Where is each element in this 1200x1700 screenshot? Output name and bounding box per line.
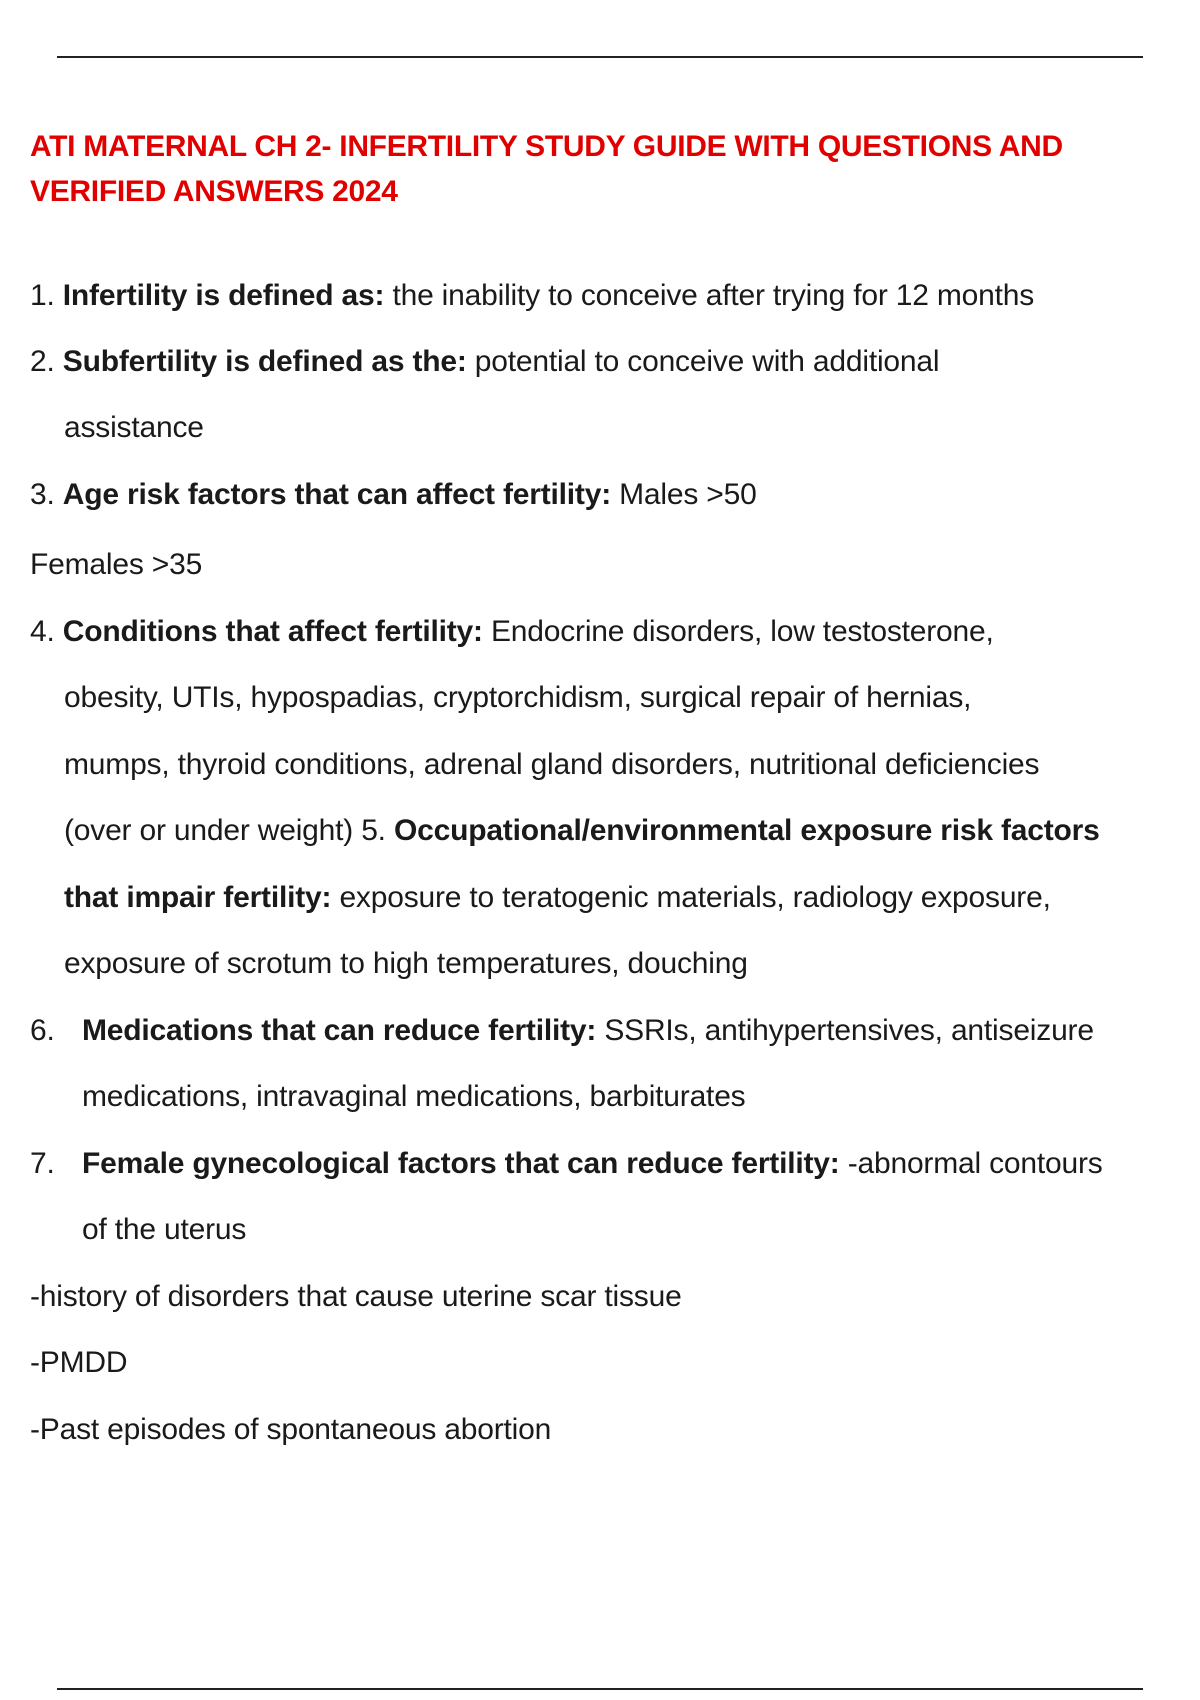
top-divider — [57, 56, 1143, 58]
item-question: Female gynecological factors that can reduce fertility: — [82, 1147, 840, 1180]
list-item-4 — [30, 612, 994, 652]
item-answer: -abnormal contours — [839, 1147, 1103, 1180]
list-item-1 — [30, 276, 1034, 316]
item-answer: Endocrine disorders, low testosterone, — [482, 615, 994, 648]
list-item-6 — [30, 1011, 1094, 1051]
item-answer: Males >50 — [610, 478, 757, 511]
item-question: Subfertility is defined as the: — [62, 345, 467, 378]
item-2-continuation: assistance — [64, 411, 204, 444]
item-question: that impair fertility: — [64, 881, 332, 914]
item-4-continuation — [64, 811, 1100, 851]
item-number: 6. — [30, 1014, 55, 1047]
bottom-divider — [57, 1688, 1143, 1690]
list-item-5 — [64, 878, 1051, 918]
item-4-continuation: obesity, UTIs, hypospadias, cryptorchidism, surgical repair of hernias, — [64, 681, 972, 714]
item-answer: SSRIs, antihypertensives, antiseizure — [596, 1014, 1094, 1047]
list-item-3 — [30, 475, 757, 515]
item-answer: exposure to teratogenic materials, radiology exposure, — [331, 881, 1051, 914]
item-7-continuation: -history of disorders that cause uterine scar tissue — [30, 1280, 682, 1313]
item-6-continuation: medications, intravaginal medications, barbiturates — [82, 1080, 746, 1113]
item-7-continuation: -Past episodes of spontaneous abortion — [30, 1413, 552, 1446]
item-question: Infertility is defined as: — [62, 279, 385, 312]
item-question: Occupational/environmental exposure risk factors — [393, 814, 1100, 847]
item-7-continuation: -PMDD — [30, 1346, 128, 1379]
item-number: 1. — [30, 279, 55, 312]
list-item-7 — [30, 1144, 1103, 1184]
item-3-continuation: Females >35 — [30, 548, 203, 581]
document-title: ATI MATERNAL CH 2- INFERTILITY STUDY GUIDE WITH QUESTIONS AND VERIFIED ANSWERS 2024 — [30, 130, 1063, 208]
list-item-2 — [30, 342, 939, 382]
item-7-continuation: of the uterus — [82, 1213, 247, 1246]
item-number: 4. — [30, 615, 55, 648]
item-number: 2. — [30, 345, 55, 378]
item-number: 3. — [30, 478, 55, 511]
item-5-continuation: exposure of scrotum to high temperatures, douching — [64, 947, 748, 980]
item-question: Age risk factors that can affect fertility: — [62, 478, 611, 511]
item-answer: potential to conceive with additional — [466, 345, 940, 378]
item-question: Conditions that affect fertility: — [62, 615, 483, 648]
item-answer: (over or under weight) 5. — [64, 814, 394, 847]
item-question: Medications that can reduce fertility: — [82, 1014, 597, 1047]
item-4-continuation: mumps, thyroid conditions, adrenal gland disorders, nutritional deficiencies — [64, 748, 1040, 781]
item-number: 7. — [30, 1147, 55, 1180]
item-answer: the inability to conceive after trying for 12 months — [384, 279, 1035, 312]
